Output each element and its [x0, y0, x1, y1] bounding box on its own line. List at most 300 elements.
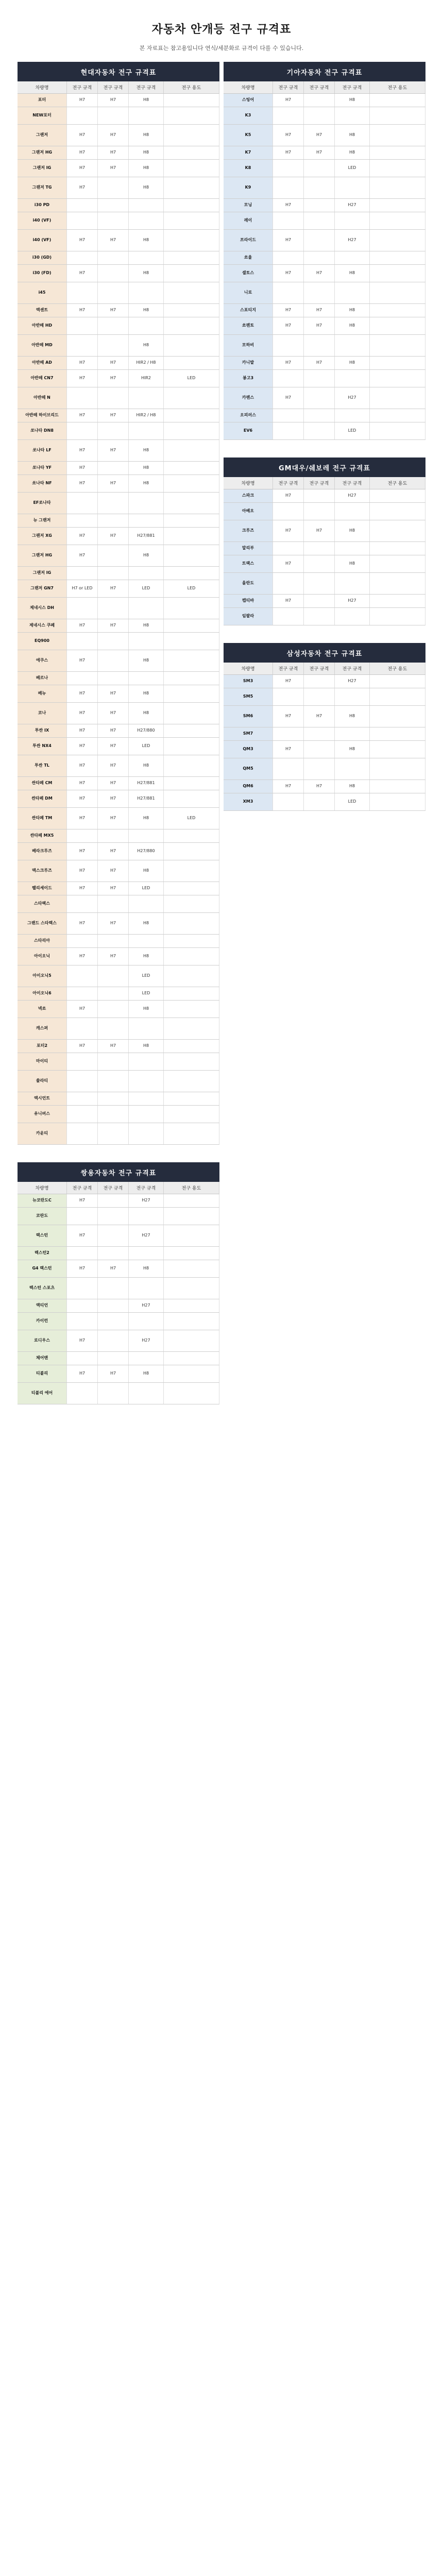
spec-cell: H8	[335, 125, 370, 146]
spec-cell	[98, 107, 129, 124]
spec-cell	[67, 829, 98, 842]
spec-cell	[164, 1194, 219, 1207]
column-header: 전구 규격	[304, 663, 335, 674]
table-row	[18, 650, 219, 672]
table-row	[18, 1106, 219, 1123]
spec-cell: H8	[129, 913, 164, 934]
spec-cell	[164, 1247, 219, 1260]
spec-cell: H8	[335, 555, 370, 572]
spec-cell: H7	[67, 724, 98, 737]
spec-cell	[164, 738, 219, 755]
spec-cell: H7	[98, 882, 129, 895]
table-row	[18, 1040, 219, 1053]
table-row	[18, 545, 219, 567]
table-row	[224, 503, 425, 520]
table-row	[224, 688, 425, 706]
spec-cell	[164, 755, 219, 776]
model-name-cell: 봉고3	[224, 370, 273, 387]
spec-cell	[273, 160, 304, 177]
spec-cell	[370, 251, 425, 264]
brand-title: 기아자동차 전구 규격표	[224, 62, 425, 81]
spec-cell	[67, 965, 98, 987]
table-row	[18, 1313, 219, 1330]
table-row	[18, 475, 219, 493]
table-row	[18, 282, 219, 304]
column-header: 전구 용도	[370, 81, 425, 93]
spec-cell: LED	[164, 580, 219, 597]
table-row	[18, 304, 219, 317]
spec-cell	[370, 199, 425, 212]
spec-cell	[370, 125, 425, 146]
model-name-cell: SM3	[224, 675, 273, 688]
model-name-cell: 그랜저	[18, 125, 67, 146]
spec-cell	[98, 251, 129, 264]
table-row	[224, 125, 425, 146]
model-name-cell: 싼타페 TM	[18, 808, 67, 829]
spec-cell	[164, 545, 219, 566]
model-name-cell: 캡티바	[224, 595, 273, 607]
model-name-cell: 셀토스	[224, 265, 273, 282]
spec-cell	[98, 672, 129, 685]
table-row	[18, 177, 219, 199]
model-name-cell: 마이티	[18, 1053, 67, 1070]
spec-cell: H7	[67, 177, 98, 198]
spec-cell	[335, 573, 370, 594]
spec-cell	[164, 882, 219, 895]
spec-cell: H7	[98, 1260, 129, 1277]
spec-cell	[164, 409, 219, 422]
spec-cell	[164, 440, 219, 461]
spec-cell	[335, 335, 370, 356]
spec-cell	[67, 1053, 98, 1070]
spec-cell: H7	[98, 619, 129, 632]
spec-cell	[67, 1383, 98, 1404]
spec-cell: H8	[129, 755, 164, 776]
spec-cell	[67, 987, 98, 1000]
spec-cell	[98, 1225, 129, 1246]
spec-cell	[164, 650, 219, 671]
spec-cell	[129, 1123, 164, 1144]
spec-cell: H7	[273, 125, 304, 146]
spec-cell: H7	[273, 357, 304, 369]
spec-cell	[164, 860, 219, 882]
spec-cell	[370, 146, 425, 159]
spec-cell: H8	[335, 741, 370, 758]
spec-cell	[164, 567, 219, 580]
spec-cell	[164, 1330, 219, 1351]
spec-cell: H7	[67, 790, 98, 807]
spec-cell	[370, 741, 425, 758]
table-row	[224, 177, 425, 199]
spec-cell	[164, 672, 219, 685]
table-row	[18, 808, 219, 829]
spec-cell: H7	[273, 199, 304, 212]
model-name-cell: 스타렉스	[18, 895, 67, 912]
spec-cell: H27	[129, 1330, 164, 1351]
table-row	[224, 675, 425, 688]
spec-cell: H8	[129, 462, 164, 474]
spec-cell	[370, 265, 425, 282]
spec-cell	[98, 335, 129, 356]
spec-cell: LED	[129, 965, 164, 987]
spec-cell: H7	[67, 777, 98, 790]
spec-cell	[335, 608, 370, 625]
spec-cell: H27	[335, 595, 370, 607]
spec-cell	[273, 542, 304, 555]
model-name-cell: 렉스턴2	[18, 1247, 67, 1260]
table-row	[18, 1383, 219, 1404]
table-row	[18, 1018, 219, 1040]
spec-cell	[370, 94, 425, 107]
model-name-cell: QM6	[224, 780, 273, 793]
spec-cell	[98, 317, 129, 334]
spec-cell	[129, 1106, 164, 1123]
spec-cell	[164, 633, 219, 650]
table-row	[18, 146, 219, 160]
table-row	[18, 580, 219, 598]
spec-cell	[67, 935, 98, 947]
spec-cell	[98, 935, 129, 947]
brand-table-samsung	[224, 643, 425, 811]
column-header: 전구 규격	[273, 477, 304, 489]
spec-cell	[129, 387, 164, 409]
spec-cell: H7	[273, 555, 304, 572]
brand-title: 현대자동차 전구 규격표	[18, 62, 219, 81]
model-name-cell: 티볼리 에어	[18, 1383, 67, 1404]
column-header: 전구 규격	[273, 81, 304, 93]
spec-cell: H8	[129, 619, 164, 632]
spec-cell: H8	[129, 948, 164, 965]
model-name-cell: 아베오	[224, 503, 273, 520]
spec-cell	[67, 282, 98, 303]
model-name-cell: i40 (VF)	[18, 230, 67, 251]
model-name-cell: G4 렉스턴	[18, 1260, 67, 1277]
table-row	[18, 724, 219, 738]
spec-cell: H8	[129, 1365, 164, 1382]
spec-cell	[129, 199, 164, 212]
spec-cell	[370, 335, 425, 356]
spec-cell	[164, 619, 219, 632]
spec-cell: H27	[129, 1299, 164, 1312]
table-row	[224, 199, 425, 212]
model-name-cell: 임팔라	[224, 608, 273, 625]
table-header	[18, 81, 219, 94]
spec-cell	[304, 282, 335, 303]
spec-cell	[164, 230, 219, 251]
spec-cell: H7	[98, 440, 129, 461]
column-header: 차량명	[224, 477, 273, 489]
spec-cell: H7	[98, 125, 129, 146]
spec-cell: H7	[98, 790, 129, 807]
model-name-cell: 쏠라티	[18, 1071, 67, 1092]
spec-cell: H7	[273, 146, 304, 159]
table-row	[224, 370, 425, 387]
spec-cell: H27	[335, 489, 370, 502]
table-row	[224, 793, 425, 811]
spec-cell	[98, 987, 129, 1000]
spec-cell: H7	[98, 528, 129, 545]
page-subtitle: 본 자료표는 참고용입니다 연식/세분화로 규격이 다를 수 있습니다.	[139, 45, 304, 52]
spec-cell: H8	[129, 703, 164, 724]
spec-cell	[370, 212, 425, 229]
brand-title: 쌍용자동차 전구 규격표	[18, 1162, 219, 1182]
spec-cell: H7	[98, 755, 129, 776]
spec-cell: H7	[67, 304, 98, 317]
spec-cell	[273, 335, 304, 356]
spec-cell	[164, 462, 219, 474]
table-row	[18, 1123, 219, 1145]
spec-cell	[370, 422, 425, 439]
model-name-cell: NEW포터	[18, 107, 67, 124]
spec-cell	[67, 895, 98, 912]
spec-cell	[164, 387, 219, 409]
spec-cell: H7	[98, 160, 129, 177]
spec-cell: H7	[273, 94, 304, 107]
spec-cell	[304, 741, 335, 758]
table-row	[224, 706, 425, 727]
column-header: 차량명	[224, 663, 273, 674]
spec-cell	[98, 1352, 129, 1365]
model-name-cell: 아반떼 N	[18, 387, 67, 409]
spec-cell	[164, 1106, 219, 1123]
spec-cell	[164, 94, 219, 107]
spec-cell: HIR2 / H8	[129, 357, 164, 369]
spec-cell: H7	[98, 1040, 129, 1053]
spec-cell: LED	[335, 160, 370, 177]
spec-cell	[304, 608, 335, 625]
model-name-cell: 로디우스	[18, 1330, 67, 1351]
table-row	[224, 251, 425, 265]
spec-cell	[98, 1106, 129, 1123]
table-row	[224, 265, 425, 282]
spec-cell: H7	[67, 265, 98, 282]
spec-cell	[370, 282, 425, 303]
table-row	[18, 528, 219, 545]
spec-cell	[164, 1383, 219, 1404]
model-name-cell: SM6	[224, 706, 273, 727]
spec-cell	[98, 567, 129, 580]
spec-cell: H7	[67, 882, 98, 895]
spec-cell: H7	[273, 265, 304, 282]
spec-cell	[335, 503, 370, 520]
table-row	[18, 107, 219, 125]
spec-cell	[98, 1313, 129, 1330]
spec-cell	[304, 503, 335, 520]
table-row	[18, 335, 219, 357]
column-header: 전구 규격	[98, 1182, 129, 1194]
model-name-cell: i40 (VF)	[18, 212, 67, 229]
spec-cell	[67, 1299, 98, 1312]
spec-cell: H7	[67, 1365, 98, 1382]
spec-cell: H7	[273, 489, 304, 502]
model-name-cell: 유니버스	[18, 1106, 67, 1123]
spec-cell	[370, 706, 425, 727]
spec-cell: H7	[98, 94, 129, 107]
spec-cell: H7	[67, 94, 98, 107]
spec-cell	[164, 1278, 219, 1299]
table-row	[18, 895, 219, 913]
spec-cell	[129, 493, 164, 514]
table-row	[18, 1071, 219, 1092]
spec-cell	[129, 317, 164, 334]
table-row	[18, 160, 219, 177]
spec-cell: H8	[129, 146, 164, 159]
spec-cell: H8	[335, 317, 370, 334]
spec-cell	[273, 409, 304, 422]
spec-cell	[164, 199, 219, 212]
spec-cell: H7	[98, 580, 129, 597]
spec-cell	[273, 503, 304, 520]
model-name-cell: 넥쏘	[18, 1001, 67, 1018]
table-row	[224, 520, 425, 542]
table-row	[18, 703, 219, 724]
spec-cell: LED	[164, 808, 219, 829]
spec-cell	[129, 107, 164, 124]
spec-cell	[98, 1194, 129, 1207]
spec-cell	[67, 567, 98, 580]
spec-cell: H8	[335, 706, 370, 727]
model-name-cell: 아반떼 CN7	[18, 370, 67, 387]
table-row	[18, 1278, 219, 1299]
spec-cell	[164, 987, 219, 1000]
spec-cell: H7	[304, 706, 335, 727]
spec-cell: LED	[335, 793, 370, 810]
table-row	[18, 94, 219, 107]
spec-cell	[98, 387, 129, 409]
spec-cell: H7	[67, 755, 98, 776]
table-row	[224, 608, 425, 625]
spec-cell: H27	[335, 199, 370, 212]
spec-cell	[67, 1123, 98, 1144]
spec-cell: H7	[304, 357, 335, 369]
spec-cell	[129, 1208, 164, 1225]
model-name-cell: 포터	[18, 94, 67, 107]
spec-cell	[129, 1278, 164, 1299]
spec-cell	[129, 1352, 164, 1365]
spec-cell: H7 or LED	[67, 580, 98, 597]
table-row	[18, 370, 219, 387]
spec-cell: H7	[67, 685, 98, 702]
spec-cell: H27/881	[129, 528, 164, 545]
model-name-cell: 투싼 TL	[18, 755, 67, 776]
model-name-cell: 아이오닉5	[18, 965, 67, 987]
table-row	[224, 741, 425, 758]
spec-cell	[273, 422, 304, 439]
model-name-cell: 카이런	[18, 1313, 67, 1330]
spec-cell: H7	[304, 317, 335, 334]
model-name-cell: 팰리세이드	[18, 882, 67, 895]
spec-cell	[164, 125, 219, 146]
brand-title: GM대우/쉐보레 전구 규격표	[224, 457, 425, 477]
spec-cell: H8	[129, 545, 164, 566]
spec-cell	[273, 370, 304, 387]
spec-cell	[335, 282, 370, 303]
model-name-cell: EF쏘나타	[18, 493, 67, 514]
model-name-cell: 그랜저 HG	[18, 146, 67, 159]
model-name-cell: i30 (FD)	[18, 265, 67, 282]
table-row	[18, 843, 219, 860]
model-name-cell: 오피러스	[224, 409, 273, 422]
column-header: 전구 용도	[164, 1182, 219, 1194]
spec-cell	[98, 1071, 129, 1092]
spec-cell	[98, 1123, 129, 1144]
spec-cell	[67, 1071, 98, 1092]
column-header: 차량명	[18, 1182, 67, 1194]
spec-cell	[98, 422, 129, 439]
table-row	[18, 829, 219, 843]
table-row	[18, 409, 219, 422]
spec-cell	[67, 199, 98, 212]
spec-cell	[98, 1330, 129, 1351]
spec-cell	[67, 1352, 98, 1365]
spec-cell	[164, 1352, 219, 1365]
spec-cell	[98, 650, 129, 671]
brand-table-gm	[224, 457, 425, 625]
spec-cell: H7	[304, 780, 335, 793]
spec-cell	[67, 1313, 98, 1330]
spec-cell: H8	[129, 860, 164, 882]
table-row	[18, 1208, 219, 1225]
page-title: 자동차 안개등 전구 규격표	[151, 23, 292, 36]
model-name-cell: 모하비	[224, 335, 273, 356]
spec-cell	[67, 107, 98, 124]
model-name-cell: 쏘나타 LF	[18, 440, 67, 461]
model-name-cell: 아이오닉	[18, 948, 67, 965]
model-name-cell: EV6	[224, 422, 273, 439]
spec-cell: H8	[129, 1040, 164, 1053]
model-name-cell: 뉴코란도C	[18, 1194, 67, 1207]
spec-cell	[273, 282, 304, 303]
model-name-cell: 아반떼 HD	[18, 317, 67, 334]
model-name-cell: SM5	[224, 688, 273, 705]
table-row	[18, 633, 219, 650]
column-header: 전구 규격	[335, 663, 370, 674]
table-row	[18, 1092, 219, 1106]
table-row	[224, 595, 425, 608]
spec-cell: H7	[98, 738, 129, 755]
spec-cell	[129, 282, 164, 303]
spec-cell	[335, 107, 370, 124]
spec-cell	[164, 829, 219, 842]
spec-cell	[370, 608, 425, 625]
column-header: 전구 규격	[335, 81, 370, 93]
model-name-cell: K5	[224, 125, 273, 146]
model-name-cell: XM3	[224, 793, 273, 810]
spec-cell	[370, 317, 425, 334]
spec-cell	[98, 493, 129, 514]
model-name-cell: QM5	[224, 758, 273, 779]
spec-cell	[335, 727, 370, 740]
spec-cell	[129, 672, 164, 685]
model-name-cell: 포터2	[18, 1040, 67, 1053]
spec-cell	[304, 573, 335, 594]
spec-cell	[304, 758, 335, 779]
spec-cell: H7	[67, 650, 98, 671]
spec-cell: H7	[67, 230, 98, 251]
spec-cell: H7	[98, 843, 129, 860]
spec-cell: H7	[273, 387, 304, 409]
spec-cell	[164, 895, 219, 912]
spec-cell	[164, 317, 219, 334]
spec-cell: H27/880	[129, 843, 164, 860]
model-name-cell: 제네시스 쿠페	[18, 619, 67, 632]
spec-cell: H7	[304, 125, 335, 146]
spec-cell	[304, 160, 335, 177]
spec-cell: H7	[98, 724, 129, 737]
model-name-cell: 액티언	[18, 1299, 67, 1312]
spec-cell: LED	[335, 422, 370, 439]
table-row	[224, 317, 425, 335]
